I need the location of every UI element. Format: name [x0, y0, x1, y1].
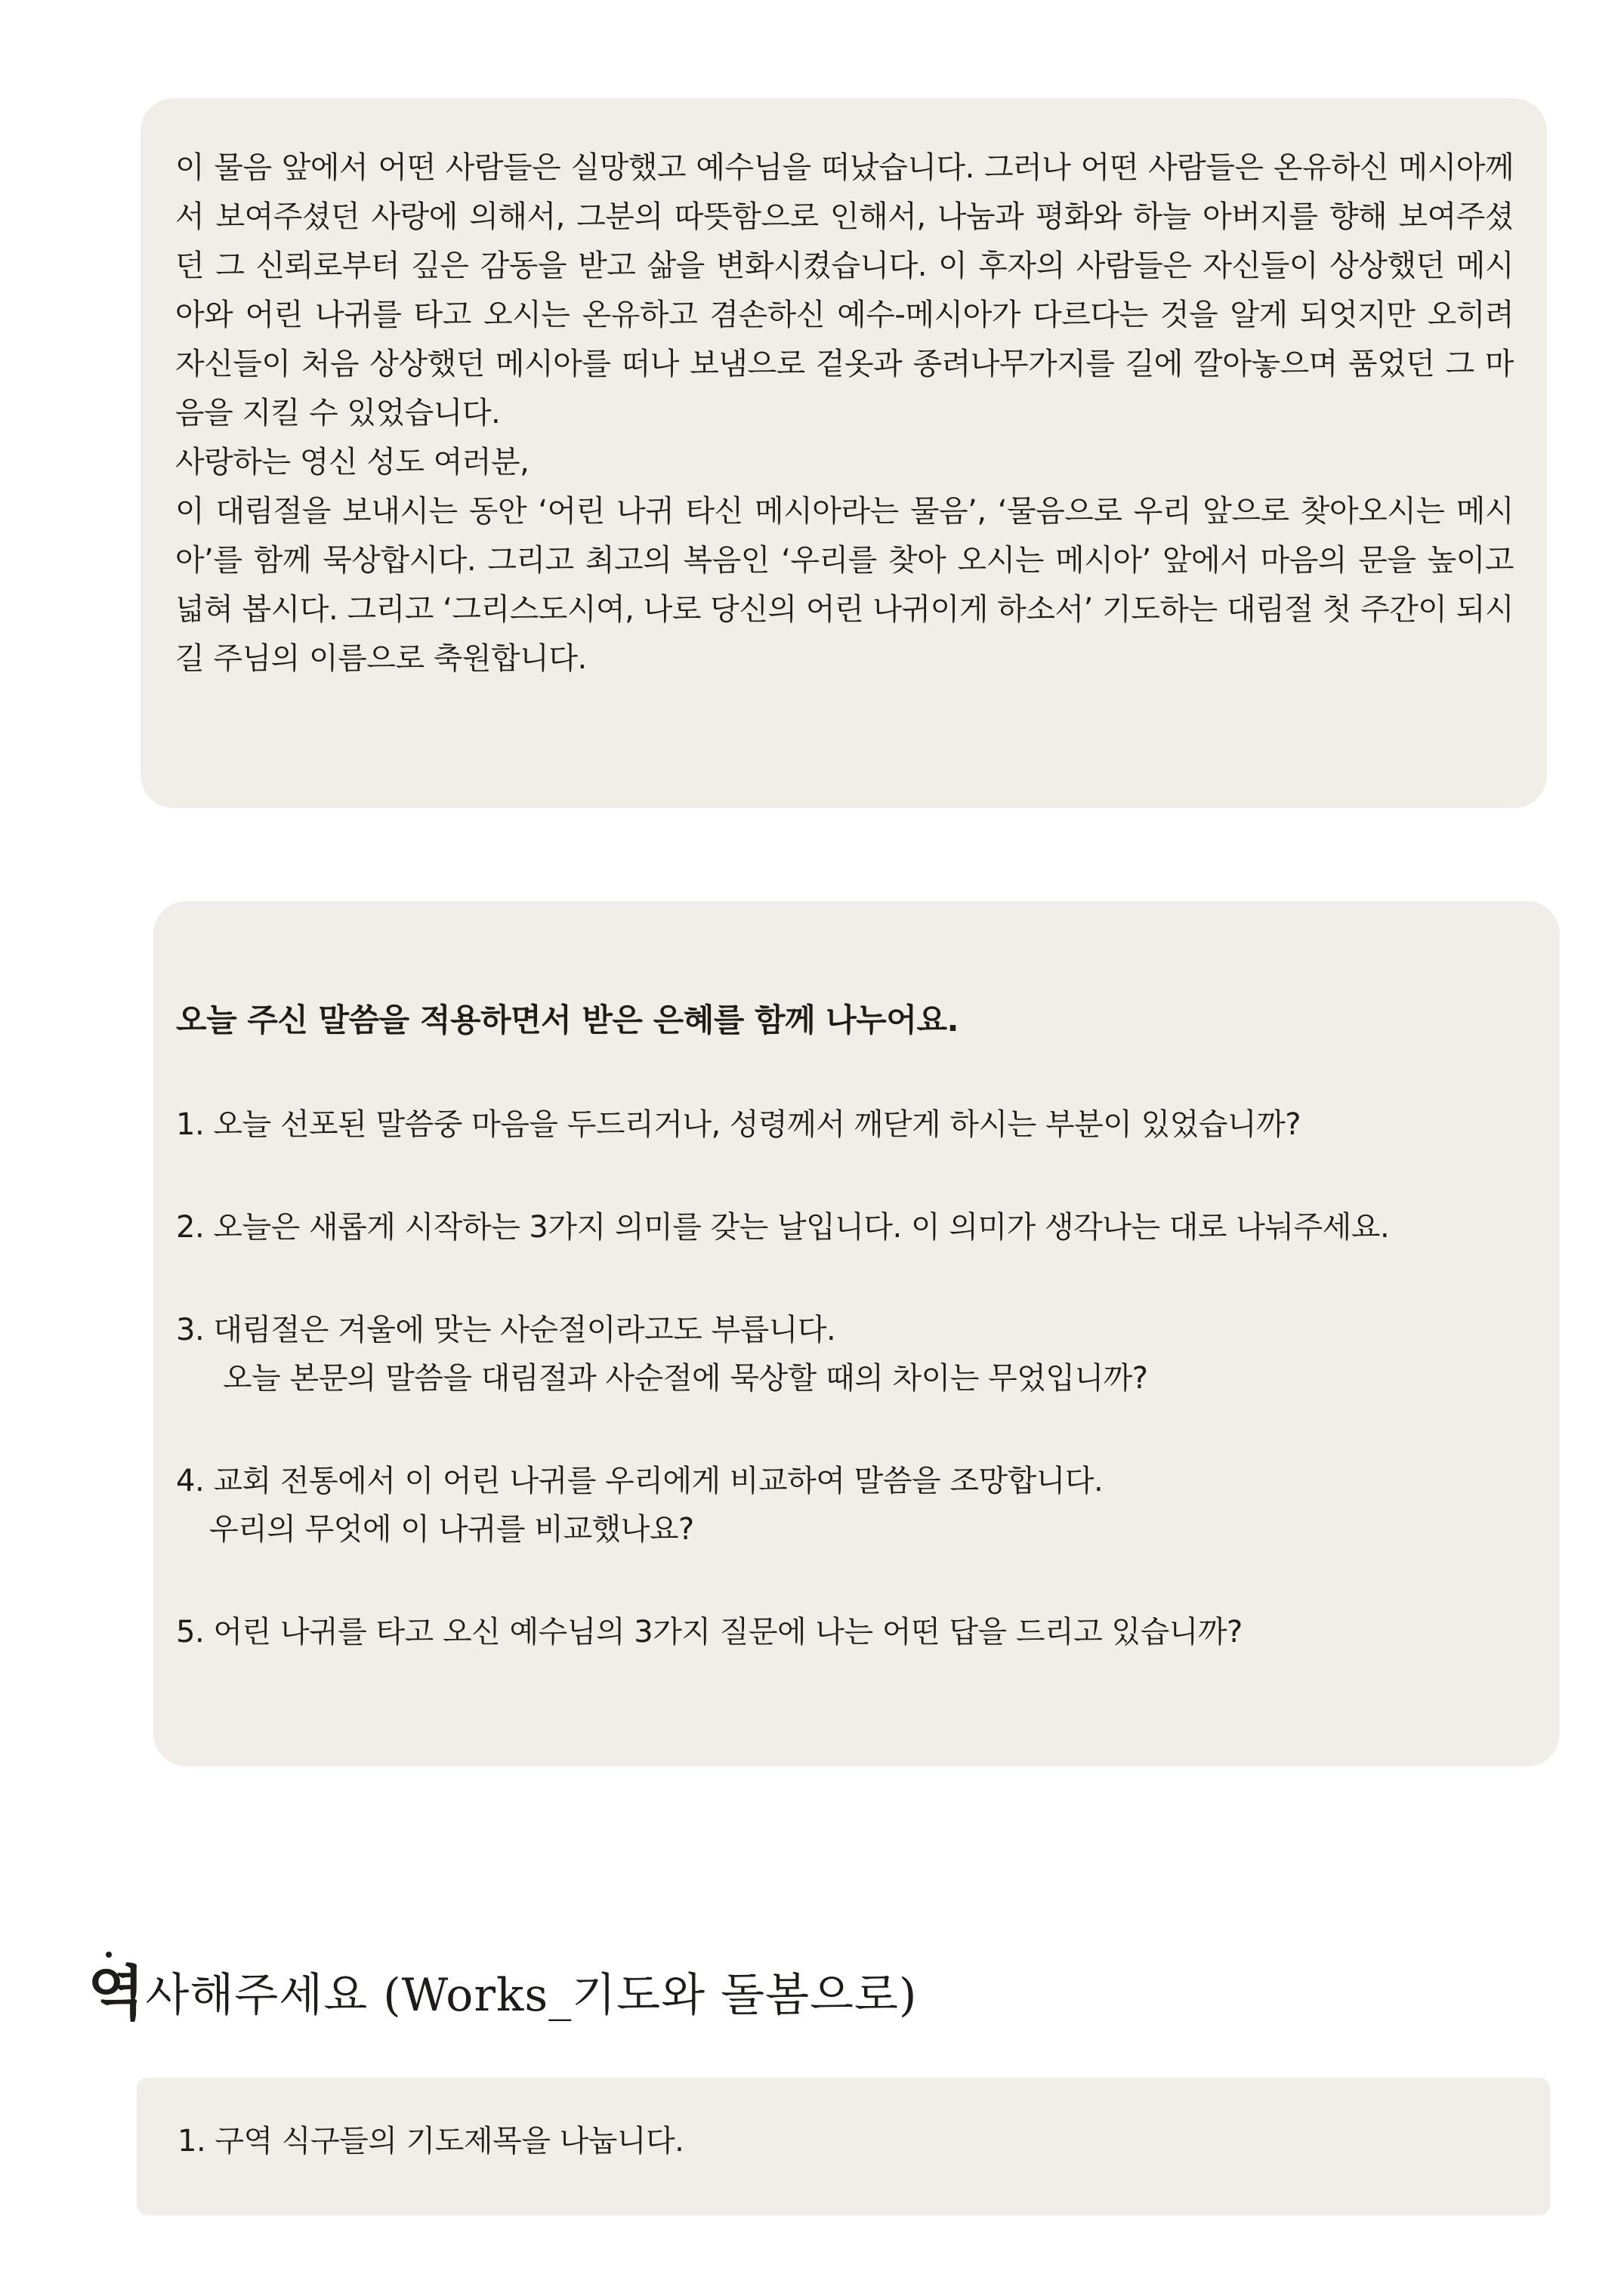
- question-3-line-2: 오늘 본문의 말씀을 대림절과 사순절에 묵상할 때의 차이는 무었입니까?: [223, 1361, 1148, 1396]
- question-5: 5. 어린 나귀를 타고 오신 예수님의 3가지 질문에 나는 어떤 답을 드리고 있습니까?: [176, 1615, 1243, 1650]
- ministry-heading-text: 사해주세요 (Works_기도와 돌봄으로): [145, 1969, 918, 2022]
- ministry-box: [137, 2078, 1550, 2215]
- ministry-heading-initial: 역: [88, 1959, 146, 2028]
- question-2: 2. 오늘은 새롭게 시작하는 3가지 의미를 갖는 날입니다. 이 의미가 생각나는 대로 나눠주세요.: [176, 1210, 1390, 1245]
- reflection-paragraph-2: 사랑하는 영신 성도 여러분,: [175, 445, 529, 480]
- question-3-line-1: 3. 대림절은 겨울에 맞는 사순절이라고도 부릅니다.: [176, 1313, 836, 1347]
- reflection-box: [140, 98, 1547, 808]
- reflection-paragraph-1: 이 물음 앞에서 어떤 사람들은 실망했고 예수님을 떠났습니다. 그러나 어떤 사람들은 온유하신 메시아께서 보여주셨던 사랑에 의해서, 그분의 따뜻함으로 인해서, 나눔과 평화와 하늘 아버지를 향해 보여주셨던 그 신뢰로부터 깊은 감동을 받고 삶을 변화시켰습니다. 이 후자의 사람들은 자신들이 상상했던 메시아와 어린 나귀를 타고 오시는 온유하고 겸손하신 예수-메시아가 다르다는 것을 알게 되엇지만 오히려 자신들이 처음 상상했던 메시아를 떠나 보냄으로 겉옷과 종려나무가지를 길에 깔아놓으며 품었던 그 마음을 지킬 수 있었습니다.: [175, 150, 1514, 431]
- ministry-item-1: 1. 구역 식구들의 기도제목을 나눕니다.: [178, 2124, 684, 2159]
- sharing-questions-box: [153, 901, 1560, 1767]
- question-3: [176, 1306, 1530, 1403]
- question-4-line-2: 우리의 무엇에 이 나귀를 비교했나요?: [209, 1512, 694, 1547]
- question-4: [176, 1457, 1530, 1554]
- heading-dot-ornament: [106, 1952, 112, 1958]
- ministry-heading: [88, 1961, 917, 2026]
- reflection-paragraph-3: 이 대림절을 보내시는 동안 ‘어린 나귀 타신 메시아라는 물음’, ‘물음으로 우리 앞으로 찾아오시는 메시아’를 함께 묵상합시다. 그리고 최고의 복음인 ‘우리를 찾아 오시는 메시아’ 앞에서 마음의 문을 높이고 넓혀 봅시다. 그리고 ‘그리스도시여, 나로 당신의 어린 나귀이게 하소서’ 기도하는 대림절 첫 주간이 되시길 주님의 이름으로 축원합니다.: [175, 494, 1514, 676]
- question-1: 1. 오늘 선포된 말씀중 마음을 두드리거나, 성령께서 깨닫게 하시는 부분이 있었습니까?: [176, 1107, 1301, 1142]
- sharing-title: 오늘 주신 말씀을 적용하면서 받은 은혜를 함께 나누어요.: [176, 1001, 959, 1038]
- question-4-line-1: 4. 교회 전통에서 이 어린 나귀를 우리에게 비교하여 말씀을 조망합니다.: [176, 1464, 1104, 1498]
